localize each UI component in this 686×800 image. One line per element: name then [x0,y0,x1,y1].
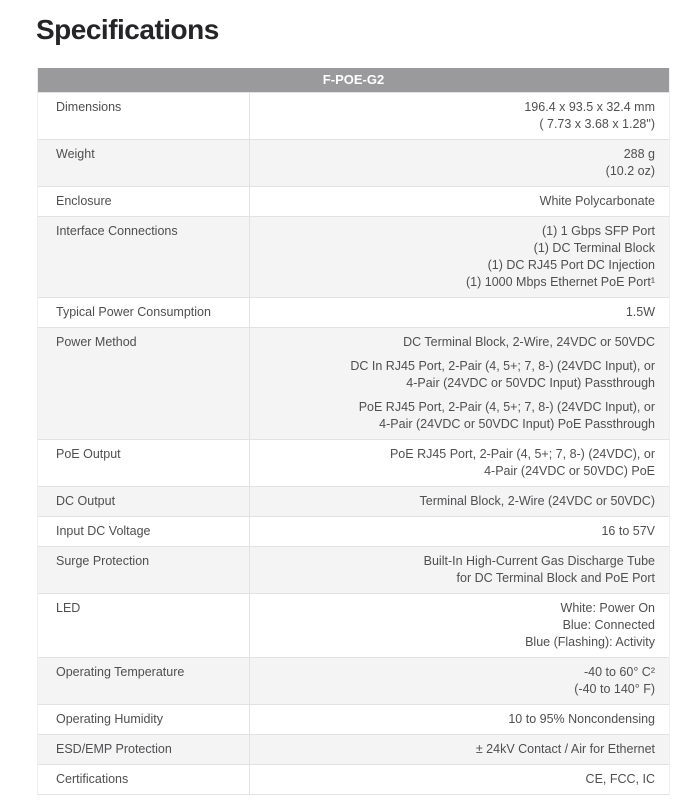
spec-value-line: (10.2 oz) [605,164,655,178]
spec-value-line: White: Power On [560,601,655,615]
spec-value-line: Built-In High-Current Gas Discharge Tube [423,554,655,568]
table-row [38,216,669,297]
spec-label: Interface Connections [56,224,178,238]
spec-label: LED [56,601,81,615]
spec-value-line: Blue: Connected [562,618,655,632]
spec-label: Enclosure [56,194,112,208]
spec-value-line: 196.4 x 93.5 x 32.4 mm [524,100,655,114]
spec-value [249,735,669,764]
spec-value [249,517,669,546]
table-row [38,92,669,139]
spec-value-paragraph [260,334,655,351]
spec-label: ESD/EMP Protection [56,742,172,756]
spec-value [249,658,669,704]
spec-value-paragraph [260,193,655,210]
spec-value-line: -40 to 60° C² [583,665,655,679]
spec-value-line: 16 to 57V [601,524,655,538]
spec-value-line: CE, FCC, IC [585,772,655,786]
spec-label: Weight [56,147,95,161]
spec-label: Dimensions [56,100,122,114]
spec-value-line: (1) DC Terminal Block [533,241,655,255]
spec-value-line: ( 7.73 x 3.68 x 1.28") [539,117,655,131]
spec-value-line: (1) DC RJ45 Port DC Injection [487,258,655,272]
spec-table-header: F-POE-G2 [38,68,669,92]
table-row [38,593,669,657]
spec-label: Power Method [56,335,137,349]
table-row [38,704,669,734]
spec-value [249,187,669,216]
spec-value-paragraph [260,664,655,698]
table-row [38,186,669,216]
spec-value-paragraph [260,493,655,510]
spec-value-line: 10 to 95% Noncondensing [508,712,655,726]
spec-value-paragraph [260,771,655,788]
spec-value-paragraph [260,523,655,540]
spec-label: Typical Power Consumption [56,305,211,319]
table-row [38,297,669,327]
spec-value-line: 1.5W [625,305,655,319]
spec-value-line: PoE RJ45 Port, 2-Pair (4, 5+; 7, 8-) (24VDC Input), or [358,400,655,414]
spec-value-paragraph [260,711,655,728]
spec-value-paragraph [260,99,655,133]
spec-label: PoE Output [56,447,121,461]
spec-value-line: DC Terminal Block, 2-Wire, 24VDC or 50VDC [403,335,655,349]
table-row [38,734,669,764]
spec-value-line: for DC Terminal Block and PoE Port [456,571,655,585]
spec-value-paragraph [260,553,655,587]
page-title: Specifications [36,14,219,45]
table-row [38,486,669,516]
spec-value-line: 4-Pair (24VDC or 50VDC Input) Passthrough [406,376,655,390]
spec-value [249,93,669,139]
spec-label: Operating Temperature [56,665,185,679]
spec-value-paragraph [260,741,655,758]
spec-value-paragraph [260,304,655,321]
table-row [38,139,669,186]
table-row [38,327,669,439]
spec-value-line: Blue (Flashing): Activity [525,635,655,649]
spec-value-paragraph [260,358,655,392]
spec-value-line: 4-Pair (24VDC or 50VDC Input) PoE Passthrough [379,417,655,431]
spec-value-line: White Polycarbonate [539,194,655,208]
spec-value-paragraph [260,223,655,291]
table-row [38,516,669,546]
spec-value-paragraph [260,399,655,433]
spec-label: Input DC Voltage [56,524,151,538]
spec-value [249,765,669,794]
table-row [38,546,669,593]
spec-value [249,705,669,734]
spec-value [249,487,669,516]
table-row [38,657,669,704]
spec-value-line: PoE RJ45 Port, 2-Pair (4, 5+; 7, 8-) (24VDC), or [389,447,655,461]
spec-value [249,547,669,593]
table-row [38,764,669,794]
spec-value [249,328,669,439]
spec-table [37,68,670,795]
spec-value-line: (1) 1 Gbps SFP Port [541,224,655,238]
spec-value-line: (1) 1000 Mbps Ethernet PoE Port¹ [466,275,655,289]
spec-label: Surge Protection [56,554,150,568]
spec-value-paragraph [260,446,655,480]
spec-value-line: ± 24kV Contact / Air for Ethernet [475,742,655,756]
spec-value-line: 4-Pair (24VDC or 50VDC) PoE [484,464,655,478]
spec-value-paragraph [260,600,655,651]
spec-label: DC Output [56,494,116,508]
spec-value [249,140,669,186]
spec-value [249,440,669,486]
spec-value-paragraph [260,146,655,180]
spec-value [249,298,669,327]
table-row [38,439,669,486]
spec-table-body [38,92,669,794]
spec-label: Operating Humidity [56,712,163,726]
spec-value-line: 288 g [623,147,655,161]
spec-value-line: DC In RJ45 Port, 2-Pair (4, 5+; 7, 8-) (24VDC Input), or [350,359,655,373]
spec-value [249,594,669,657]
spec-value-line: (-40 to 140° F) [574,682,655,696]
spec-value [249,217,669,297]
spec-value-line: Terminal Block, 2-Wire (24VDC or 50VDC) [419,494,655,508]
spec-label: Certifications [56,772,129,786]
